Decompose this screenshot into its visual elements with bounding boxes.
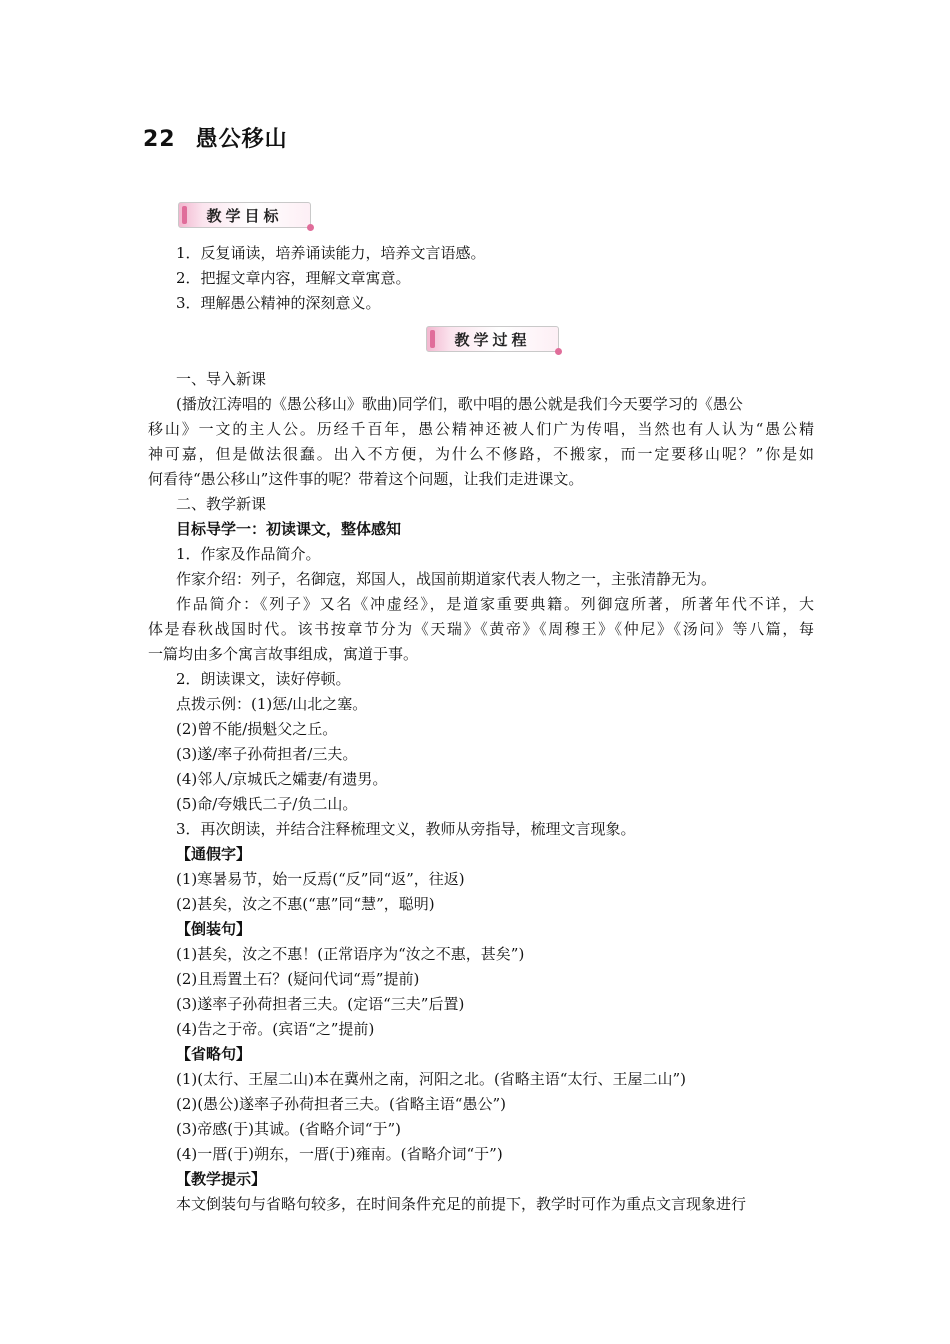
banner-accent-bar	[430, 330, 435, 348]
objective-item: 1．反复诵读，培养诵读能力，培养文言语感。	[176, 244, 486, 262]
section-heading: 二、教学新课	[176, 495, 267, 513]
example-line: (1)寒暑易节，始一反焉(“反”同“返”，往返)	[176, 870, 465, 888]
lesson-title	[143, 122, 288, 153]
work-intro-line: 体是春秋战国时代。该书按章节分为《天瑞》《黄帝》《周穆王》《仲尼》《汤问》等八篇，每	[148, 620, 814, 638]
example-line: (1)甚矣，汝之不惠！(正常语序为“汝之不惠，甚矣”)	[176, 945, 525, 963]
example-line: 点拨示例：(1)惩/山北之塞。	[176, 695, 368, 713]
category-heading: 【倒装句】	[176, 920, 252, 938]
example-line: (4)一厝(于)朔东，一厝(于)雍南。(省略介词“于”)	[176, 1145, 503, 1163]
list-item: 2．朗读课文，读好停顿。	[176, 670, 351, 688]
category-heading: 【省略句】	[176, 1045, 252, 1063]
author-intro: 作家介绍：列子，名御寇，郑国人，战国前期道家代表人物之一，主张清静无为。	[176, 570, 717, 588]
example-line: (2)(愚公)遂率子孙荷担者三夫。(省略主语“愚公”)	[176, 1095, 506, 1113]
banner-accent-bar	[182, 206, 187, 224]
objective-item: 3．理解愚公精神的深刻意义。	[176, 294, 381, 312]
paragraph-line: 何看待“愚公移山”这件事的呢？带着这个问题，让我们走进课文。	[148, 470, 584, 488]
list-item: 1．作家及作品简介。	[176, 545, 321, 563]
lesson-number: 22	[143, 127, 176, 152]
paragraph-line: 神可嘉，但是做法很蠢。出入不方便，为什么不修路，不搬家，而一定要移山呢？”你是如	[148, 445, 814, 463]
paragraph-line: 本文倒装句与省略句较多，在时间条件充足的前提下，教学时可作为重点文言现象进行	[176, 1195, 747, 1213]
example-line: (5)命/夸娥氏二子/负二山。	[176, 795, 358, 813]
example-line: (2)曾不能/损魁父之丘。	[176, 720, 338, 738]
banner-dot-icon	[555, 348, 562, 355]
example-line: (4)告之于帝。(宾语“之”提前)	[176, 1020, 375, 1038]
example-line: (3)遂率子孙荷担者三夫。(定语“三夫”后置)	[176, 995, 465, 1013]
paragraph-line: (播放江涛唱的《愚公移山》歌曲)同学们，歌中唱的愚公就是我们今天要学习的《愚公	[176, 395, 743, 413]
lesson-name: 愚公移山	[195, 127, 288, 152]
process-banner	[426, 326, 559, 352]
objectives-banner	[178, 202, 311, 228]
example-line: (2)且焉置土石？(疑问代词“焉”提前)	[176, 970, 420, 988]
section-heading: 一、导入新课	[176, 370, 267, 388]
paragraph-line: 移山》一文的主人公。历经千百年，愚公精神还被人们广为传唱，当然也有人认为“愚公精	[148, 420, 814, 438]
objectives-banner-label: 教学目标	[206, 206, 283, 225]
objective-item: 2．把握文章内容，理解文章寓意。	[176, 269, 411, 287]
goal-heading: 目标导学一：初读课文，整体感知	[176, 520, 402, 538]
list-item: 3．再次朗读，并结合注释梳理文义，教师从旁指导，梳理文言现象。	[176, 820, 636, 838]
example-line: (3)帝感(于)其诚。(省略介词“于”)	[176, 1120, 401, 1138]
category-heading: 【通假字】	[176, 845, 252, 863]
example-line: (3)遂/率子孙荷担者/三夫。	[176, 745, 358, 763]
example-line: (4)邻人/京城氏之孀妻/有遗男。	[176, 770, 388, 788]
work-intro-line: 一篇均由多个寓言故事组成，寓道于事。	[148, 645, 419, 663]
banner-dot-icon	[307, 224, 314, 231]
example-line: (2)甚矣，汝之不惠(“惠”同“慧”，聪明)	[176, 895, 435, 913]
process-banner-label: 教学过程	[454, 330, 531, 349]
category-heading: 【教学提示】	[176, 1170, 267, 1188]
example-line: (1)(太行、王屋二山)本在冀州之南，河阳之北。(省略主语“太行、王屋二山”)	[176, 1070, 686, 1088]
work-intro-line: 作品简介：《列子》又名《冲虚经》，是道家重要典籍。列御寇所著，所著年代不详，大	[176, 595, 814, 613]
